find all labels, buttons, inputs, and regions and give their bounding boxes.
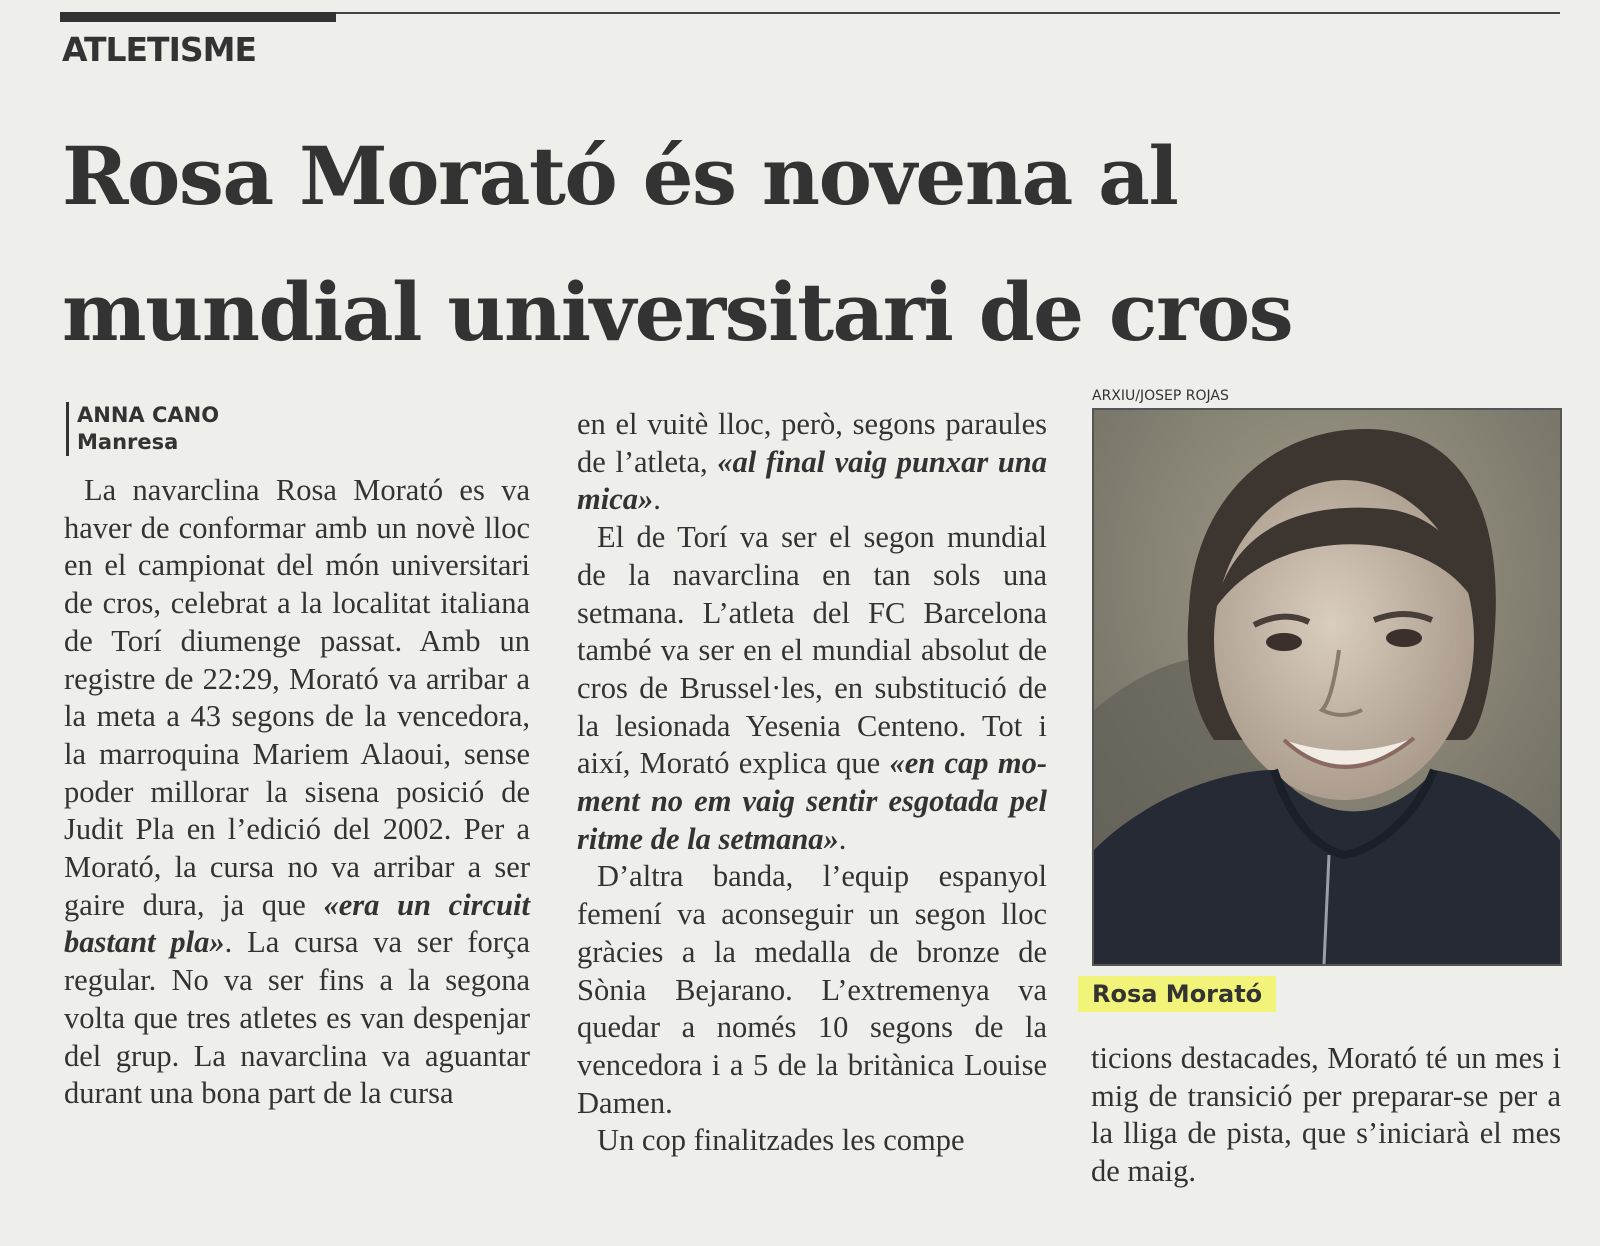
byline xyxy=(66,402,219,456)
headline-line-2: mundial universitari de cros xyxy=(62,265,1293,359)
article-column-2 xyxy=(577,406,1047,1160)
byline-location: Manresa xyxy=(77,430,179,454)
body-text: . xyxy=(838,821,847,856)
section-bar xyxy=(60,12,336,22)
article-column-1 xyxy=(64,472,530,1113)
quote: «en cap moment no em vaig sentir esgotada pel ritme de la setmana» xyxy=(577,746,1047,856)
body-text: en el vuitè lloc, però, segons paraules de l’atleta, xyxy=(577,407,1047,479)
body-text: . xyxy=(653,482,661,517)
article-paragraph xyxy=(577,519,1047,858)
photo-caption: Rosa Morató xyxy=(1078,976,1276,1012)
byline-author: ANNA CANO xyxy=(77,403,220,427)
headline-line-1: Rosa Morató és novena al xyxy=(62,129,1178,223)
article-column-3 xyxy=(1091,1040,1561,1191)
body-text: El de Torí va ser el segon mundial de la navarclina en tan sols una setmana. L’atleta del FC Barcelona també va ser en el mundial absolut de cros de Brussel·les, en substitució de la lesionada Yesenia Centeno. Tot i així, Morató explica que xyxy=(577,520,1047,781)
athlete-photo xyxy=(1092,408,1562,966)
body-text: . La cursa va ser força regular. No va ser fins a la segona volta que tres atletes es van despenjar del grup. La navarclina va aguantar durant una bona part de la cursa xyxy=(64,925,530,1111)
article-paragraph xyxy=(64,472,530,1113)
quote: «al final vaig punxar una mica» xyxy=(577,444,1048,517)
article-paragraph: D’altra banda, l’equip espanyol femení va aconseguir un segon lloc gràcies a la medalla de bronze de Sònia Bejarano. L’extremenya va quedar a només 10 segons de la vencedora i a 5 de la britànica Louise Damen. xyxy=(577,859,1047,1120)
body-text: La navarclina Rosa Morató es va haver de conformar amb un novè lloc en el campionat del món universitari de cros, celebrat a la localitat italiana de Torí diumenge passat. Amb un registre de 22:29, Morató va arribar a la meta a 43 segons de la vencedora, la marroquina Mariem Alaoui, sense poder millorar la sisena posició de Judit Pla en l’edició del 2002. Per a Morató, la cursa no va arribar a ser gaire dura, ja que xyxy=(64,473,530,922)
article-paragraph: Un cop finalitzades les compe xyxy=(597,1123,965,1158)
portrait-illustration xyxy=(1094,410,1560,964)
article-paragraph: ticions destacades, Morató té un mes i mig de transició per preparar-se per a la lliga de pista, que s’iniciarà el mes de maig. xyxy=(1091,1041,1561,1189)
quote: «era un circuit bastant pla» xyxy=(64,887,530,960)
headline xyxy=(62,108,1542,380)
photo-credit: ARXIU/JOSEP ROJAS xyxy=(1092,388,1229,404)
article-paragraph xyxy=(577,406,1047,519)
section-label: ATLETISME xyxy=(62,30,256,69)
